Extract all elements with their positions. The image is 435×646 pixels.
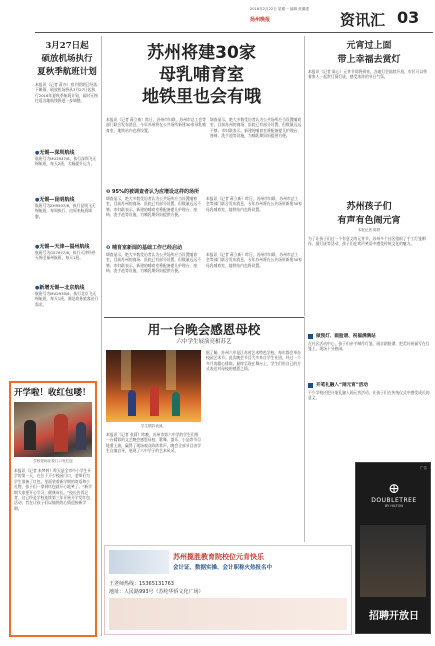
- main-lead-text: 本报讯（记者 蒋立新）昨日，苏州市妇联、苏州市总工会等部门联合发布消息，今年苏州将在公共场所新建30家母乳哺育室，地铁站内也将设置。: [106, 117, 206, 133]
- banner-bottom-image: [109, 598, 347, 630]
- left-intro: 本报讯（记者 蒋亦）春节假期已经落下帷幕，硕放机场将从3月27日起执行2016年夏秋季航班计划，届时无锡往返各地航线将进一步调整。: [35, 82, 98, 104]
- banner-line-1: 苏州揽胜教育院校位元肯快乐: [173, 553, 264, 561]
- main-body-2: 本报讯（记者 蒋立新）昨日，苏州市妇联、苏州市总工会等部门联合发布消息，今年苏州将在公共场所新建30家母乳哺育室，地铁站内也将设置。: [206, 196, 302, 212]
- hotel-name: DOUBLETREE: [371, 497, 417, 504]
- photo-figure-2: [54, 414, 68, 452]
- subhead-2: [106, 244, 302, 251]
- route-heading-4: ●新增无锡—北京航线: [35, 285, 85, 291]
- subhead-1-text: 95%的被调查者认为应增设这样的场所: [111, 189, 199, 195]
- subhead-2-marker: ❷: [106, 245, 111, 251]
- subhead-1-marker: ❶: [106, 189, 111, 195]
- item-2-marker: [308, 383, 313, 388]
- center-photo-caption: 学生精彩表演。: [140, 424, 167, 428]
- main-divider: [304, 36, 305, 316]
- right-headline-3: 苏州孩子们: [346, 202, 392, 212]
- banner-address: 地址：人民路993号（苏纶华侨文化广场）: [109, 589, 204, 595]
- header-date: 2016年2月22日 星期一 编辑 张翼建: [250, 7, 309, 11]
- photo-figure-1: [24, 420, 36, 450]
- main-body-3: 调查显示，绝大多数受访者认为公共场所应当设置哺育室，目前苏州的商场、医院已有部分设置，但数量远远不够。市妇联表示，新建的哺育室将配备婴儿护理台、座椅、洗手池等设施，为哺乳期妈妈提供方便。: [106, 252, 201, 274]
- section-title: 资讯汇: [340, 11, 386, 29]
- right-body: 为了让孩子们过一个有意义的元宵节，苏州多个社区组织了手工灯笼制作、猜灯谜等活动，孩子们在欢声笑语中感受传统文化的魅力。: [308, 236, 426, 247]
- route-heading-3: ●无锡—天津—福州航线: [35, 244, 90, 250]
- header: [0, 0, 435, 40]
- center-right-divider: [304, 317, 305, 542]
- right-byline: 本报记者 陈婷: [357, 228, 381, 232]
- banner-line-2: 会计证、数据实操、会计职称火热报名中: [173, 565, 273, 571]
- performer-3: [172, 392, 180, 416]
- left-headline-2: 硕放机场执行: [41, 54, 93, 64]
- route-1-text: 航班号为MU2947/8，执行深圳飞无锡航班，每天2班，大幅提升运力。: [35, 156, 97, 167]
- center-subheadline: 六中学生展演亮相苏艺: [176, 339, 232, 345]
- newspaper-logo: 扬州晚报: [250, 17, 271, 23]
- highlighted-article: [9, 381, 97, 637]
- hotel-logo-mark: ⊕: [388, 481, 400, 497]
- stage-light-2: [166, 350, 176, 390]
- hotel-sub: BY HILTON: [384, 504, 404, 508]
- main-body-1: 调查显示，绝大多数受访者认为公共场所应当设置哺育室，目前苏州的商场、医院已有部分设置，但数量远远不够。市妇联表示，新建的哺育室将配备婴儿护理台、座椅、洗手池等设施，为哺乳期妈妈提供方便。: [106, 196, 201, 218]
- main-headline: [104, 42, 299, 108]
- main-body-4: 本报讯（记者 蒋立新）昨日，苏州市妇联、苏州市总工会等部门联合发布消息，今年苏州将在公共场所新建30家母乳哺育室，地铁站内也将设置。: [206, 252, 302, 268]
- ad-slogan: 招聘开放日: [369, 611, 419, 622]
- box-caption: 学校老师在校门口发红包: [33, 459, 73, 463]
- route-2-text: 航班号为ZH9507/8，执行昆明飞无锡航班，每周执行，由原来航班调整。: [35, 203, 96, 219]
- banner-phone: 王老师热线：15365131763: [109, 581, 174, 587]
- right-intro: 本报讯（记者 陈心）元宵节即将到来，各地灯会陆续开放，市民可以带着家人一起赏灯猜灯谜，感受浓浓的节日气氛。: [308, 69, 427, 80]
- route-4-label: 新增无锡—北京航线: [39, 285, 85, 291]
- subhead-2-text: 哺育室新闻的基础工作已经启动: [111, 245, 182, 251]
- banner-photo: [109, 550, 169, 574]
- hotel-ad[interactable]: [355, 462, 431, 634]
- subhead-1: [106, 188, 302, 195]
- education-banner[interactable]: [104, 545, 352, 635]
- main-headline-line-3: 地铁里也会有哦: [142, 87, 261, 107]
- header-rule: [35, 32, 433, 33]
- photo-figure-3: [76, 422, 86, 450]
- route-3-label: 无锡—天津—福州航线: [39, 244, 90, 250]
- route-heading-1: ●无锡—深圳航线: [35, 150, 75, 156]
- right-headline-2: 带上幸福去赏灯: [337, 55, 401, 65]
- main-headline-line-1: 苏州将建30家: [147, 43, 256, 63]
- box-title: 开学啦！收红包喽！: [14, 388, 91, 398]
- performer-1: [128, 390, 136, 416]
- item-1-title: 做预灯、画脸谱、祝福满满站: [316, 334, 376, 339]
- box-photo: [14, 402, 92, 457]
- left-headline-1: 3月27日起: [45, 41, 89, 51]
- stage-light-1: [121, 350, 131, 390]
- item-2-text: 不少学校还把开笔礼融入闹元宵活动，让孩子们在传统仪式中感受成长的意义。: [308, 390, 430, 401]
- right-headline-4: 有声有色闹元宵: [337, 216, 401, 226]
- route-3-text: 航班号为GS7677/8，执行天津经停无锡至福州航班，每天1班。: [35, 250, 96, 261]
- center-headline: 用一台晚会感恩母校: [147, 322, 261, 337]
- left-headline-3: 夏秋季航班计划: [37, 67, 97, 77]
- main-headline-line-2: 母乳哺育室: [159, 65, 244, 85]
- route-heading-2: ●无锡—昆明航线: [35, 197, 75, 203]
- left-divider: [101, 36, 102, 636]
- box-body: 本报讯（记者 朱梦婷）昨天是全市中小学生开学的第一天，在位于不少校园门口，老师们为学生准备了红包，里面装着新学期的寄语和小礼物，孩子们一拿到红包就开心地笑了。“新学期大家要开心学习，健康成长。”校长告诉记者，这已经是学校连续第三年开展开学发红包活动，旨在让孩子们以愉快的心情迎接新学期。: [14, 468, 92, 511]
- main-lead-text-2: 调查显示，绝大多数受访者认为公共场所应当设置哺育室，目前苏州的商场、医院已有部分设置，但数量远远不够。市妇联表示，新建的哺育室将配备婴儿护理台、座椅、洗手池等设施，为哺乳期妈妈提供方便。: [210, 117, 302, 139]
- right-column: [308, 38, 430, 401]
- hotel-logo: [356, 481, 432, 508]
- route-4-text: 航班号为MU2935/6，执行北京飞无锡航班，每天1班，满足商务旅客出行需求。: [35, 291, 99, 307]
- right-headline-1: 元宵过上面: [346, 41, 392, 51]
- left-column: [35, 35, 99, 375]
- item-1-marker: [308, 334, 313, 339]
- item-1-text: 在社区活动中心，孩子们亲手制作灯笼、画京剧脸谱，把美好祝福写在灯笼上，现场十分热闹。: [308, 341, 430, 352]
- ad-image: [360, 525, 426, 597]
- route-2-label: 无锡—昆明航线: [39, 197, 75, 203]
- center-body-1: 本报讯（记者 张莉）昨晚，苏州市第六中学的学生们用一台精彩的文艺晚会感恩母校，歌舞、器乐、小品等节目轮番上演，赢得了现场观众阵阵掌声。晚会全部节目由学生自编自导，展现了六中学子的艺术风采。: [106, 432, 201, 454]
- center-body-2: 据了解，苏州六中是江苏省艺术特色学校，每年都会举办校园艺术节。此次晚会节目大多来自学生社团，经过一个多月的精心排练，最终呈现在舞台上，学生们用自己的方式表达对母校的感恩之情。: [206, 350, 301, 372]
- item-2-title: 开笔礼融入“闹元宵”活动: [316, 383, 368, 388]
- route-1-label: 无锡—深圳航线: [39, 150, 75, 156]
- page-number: 03: [397, 8, 420, 27]
- ad-tag: 广告: [419, 466, 427, 470]
- center-photo: [106, 350, 201, 422]
- center-top-rule: [104, 317, 304, 318]
- performer-2: [150, 386, 159, 416]
